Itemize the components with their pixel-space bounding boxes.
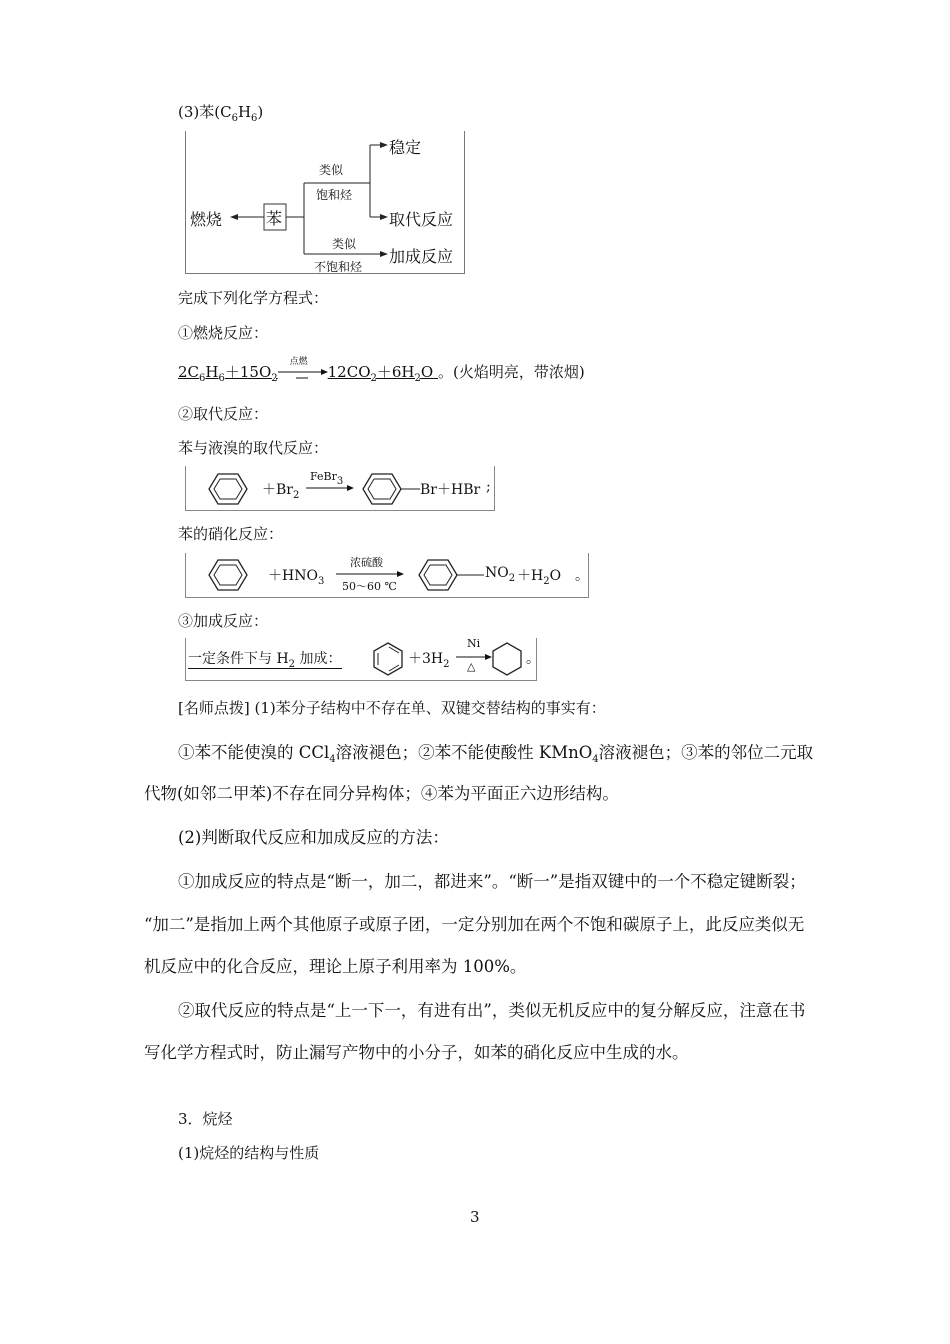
bromination-title: 苯与液溴的取代反应：	[178, 439, 329, 457]
tip-line-6: “加二”是指加上两个其他原子或原子团，一定分别加在两个不饱和碳原子上，此反应类似无	[144, 915, 805, 934]
sulfuric-acid-condition: 浓硫酸	[350, 556, 383, 569]
arrow-icon	[336, 570, 404, 578]
benzene-ring-icon	[208, 472, 248, 506]
cyclohexane-icon	[491, 641, 523, 677]
bromination-equation	[185, 466, 495, 511]
unsaturated-label: 不饱和烃	[314, 260, 363, 274]
tip-line-2: ①苯不能使溴的 CCl$_4$溶液褪色；②苯不能使酸性 KMnO$_4$溶液褪色；③苯的邻位二元取	[178, 743, 814, 765]
similar-label-2: 类似	[332, 237, 357, 251]
combustion-node: 燃烧	[190, 210, 223, 229]
combustion-title: ①燃烧反应：	[178, 324, 269, 342]
arrow-icon	[278, 368, 328, 380]
temperature-condition: 50～60 ℃	[342, 580, 397, 593]
bromination-products: Br＋HBr	[420, 482, 481, 498]
combustion-equation: $2C_6H_6+15O_2$ 点燃 $12CO_2+6H_2O$ 。(火焰明亮，带浓烟)	[178, 361, 585, 382]
bromination-end: ;	[486, 479, 491, 495]
nitration-end: 。	[575, 568, 589, 584]
addition-title: ③加成反应：	[178, 612, 269, 630]
benzene-kekule-icon	[372, 641, 404, 677]
nitric-acid-reactant: $+HNO_3$	[268, 568, 325, 587]
tip-line-8: ②取代反应的特点是“上一下一，有进有出”，类似无机反应中的复分解反应，注意在书	[178, 1001, 806, 1020]
benzene-property-diagram	[185, 131, 465, 274]
febr3-catalyst: FeBr$_3$	[310, 470, 344, 487]
complete-equations-prompt: 完成下列化学方程式：	[178, 289, 329, 307]
arrow-icon	[306, 484, 354, 492]
benzene-node: 苯	[266, 209, 283, 228]
section-title-benzene: (3)苯$(C_6H_6)$	[178, 103, 264, 124]
page-number: 3	[470, 1208, 480, 1226]
nickel-catalyst: Ni	[467, 637, 481, 650]
nitrobenzene-product: $NO_2$	[485, 565, 516, 584]
nitrobenzene-ring-icon	[418, 558, 488, 592]
alkane-subheading: (1)烷烃的结构与性质	[178, 1144, 320, 1162]
tip-line-7: 机反应中的化合反应，理论上原子利用率为 100%。	[144, 957, 527, 976]
nitration-title: 苯的硝化反应：	[178, 525, 284, 543]
substitution-title: ②取代反应：	[178, 405, 269, 423]
nitration-equation	[185, 553, 589, 598]
water-product: $+H_2O$	[517, 568, 562, 587]
hydrogen-reactant: $+3H_2$	[408, 651, 450, 670]
addition-condition-text: 一定条件下与 $H_2$ 加成：	[188, 648, 342, 669]
addition-end: 。	[526, 651, 540, 667]
tip-line-3: 代物(如邻二甲苯)不存在同分异构体；④苯为平面正六边形结构。	[144, 784, 619, 803]
benzene-ring-icon	[208, 558, 248, 592]
tip-line-4: (2)判断取代反应和加成反应的方法：	[178, 828, 449, 847]
heat-symbol: △	[467, 660, 476, 673]
bromine-reactant: $+Br_2$	[262, 482, 300, 501]
stable-node: 稳定	[389, 138, 422, 157]
bromobenzene-ring-icon	[362, 472, 422, 506]
similar-label-1: 类似	[319, 163, 344, 177]
reaction-arrow	[278, 357, 328, 380]
addition-equation	[185, 637, 540, 681]
saturated-label: 饱和烃	[316, 188, 353, 202]
tip-line-9: 写化学方程式时，防止漏写产物中的小分子，如苯的硝化反应中生成的水。	[144, 1043, 689, 1062]
tip-heading: [名师点拨] (1)苯分子结构中不存在单、双键交替结构的事实有：	[178, 699, 606, 717]
addition-node: 加成反应	[389, 247, 454, 266]
ignite-condition: 点燃	[289, 357, 308, 367]
alkane-heading: 3．烷烃	[178, 1110, 233, 1128]
tip-line-5: ①加成反应的特点是“断一，加二，都进来”。“断一”是指双键中的一个不稳定键断裂；	[178, 872, 806, 891]
substitution-node: 取代反应	[389, 210, 454, 229]
